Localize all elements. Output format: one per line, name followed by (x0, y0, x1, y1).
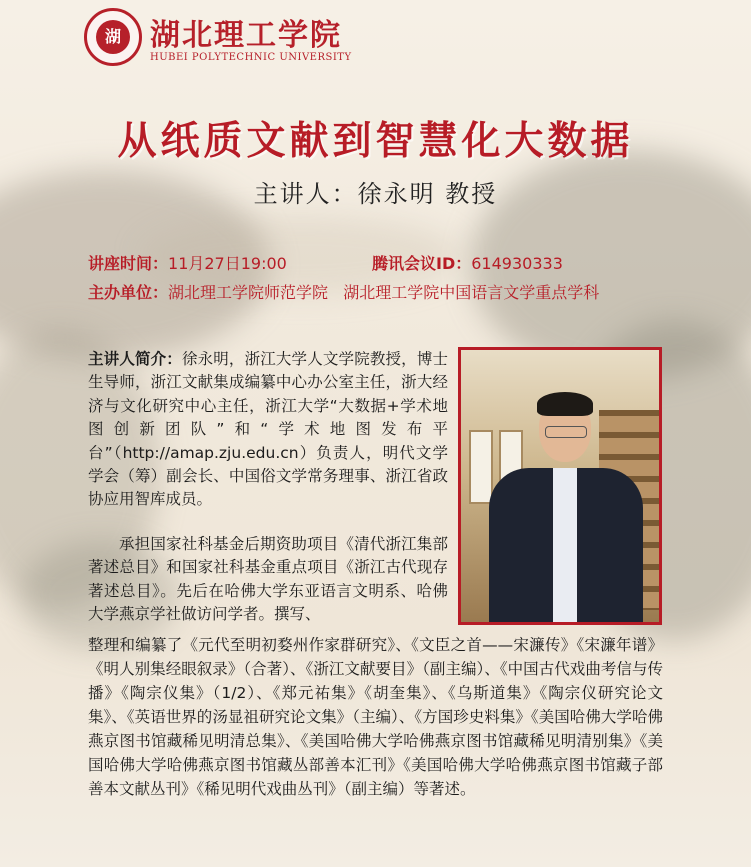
bio-intro-text: 徐永明，浙江大学人文学院教授，博士生导师，浙江文献集成编纂中心办公室主任，浙大经济与文化研究中心主任，浙江大学“大数据+学术地图创新团队”和“学术地图发布平台”（http://amap.zju.edu.cn）负责人，明代文学学会（筹）副会长、中国俗文学常务理事、浙江省政协应用智库成员。 (88, 350, 448, 509)
meeting-label: 腾讯会议ID： (372, 254, 472, 273)
lecture-time (88, 251, 287, 274)
university-name-cn: 湖北理工学院 (150, 18, 342, 53)
speaker-line: 主讲人：徐永明 教授 (253, 180, 498, 208)
speaker-bio (88, 348, 448, 512)
university-name-en: HUBEI POLYTECHNIC UNIVERSITY (150, 52, 352, 63)
window (469, 430, 493, 504)
meeting-id (372, 251, 563, 274)
lecture-title: 从纸质文献到智慧化大数据 (117, 118, 634, 164)
host-organizers (88, 280, 599, 303)
time-label: 讲座时间： (88, 254, 169, 273)
speaker-photo (458, 347, 662, 625)
person-hair (537, 392, 593, 416)
university-seal-icon: 湖 (96, 20, 130, 54)
bio-paragraph-projects: 承担国家社科基金后期资助项目《清代浙江集部著述总目》和国家社科基金重点项目《浙江古代现存著述总目》。先后在哈佛大学东亚语言文明系、哈佛大学燕京学社做访问学者。撰写、 (88, 535, 448, 624)
host-label: 主办单位： (88, 283, 169, 302)
meeting-value: 614930333 (471, 254, 563, 273)
host-value: 湖北理工学院师范学院 湖北理工学院中国语言文学重点学科 (168, 283, 600, 302)
bio-paragraph-publications: 整理和编纂了《元代至明初婺州作家群研究》、《文臣之首——宋濂传》《宋濂年谱》《明人别集经眼叙录》（合著）、《浙江文献要目》（副主编）、《中国古代戏曲考信与传播》《陶宗仪集》（1/2）、《郑元祐集》《胡奎集》、《乌斯道集》《陶宗仪研究论文集》、《英语世界的汤显祖研究论文集》（主编）、《方国珍史料集》《美国哈佛大学哈佛燕京图书馆藏稀见明清总集》、《美国哈佛大学哈佛燕京图书馆藏稀见明清别集》《美国哈佛大学哈佛燕京图书馆藏丛部善本汇刊》《美国哈佛大学哈佛燕京图书馆藏子部善本文献丛刊》《稀见明代戏曲丛刊》（副主编）等著述。 (88, 636, 663, 798)
person-shirt (553, 468, 577, 625)
time-value: 11月27日19:00 (168, 254, 287, 273)
university-logo (84, 8, 142, 66)
bio-label: 主讲人简介： (88, 350, 182, 368)
glasses-icon (545, 426, 587, 438)
